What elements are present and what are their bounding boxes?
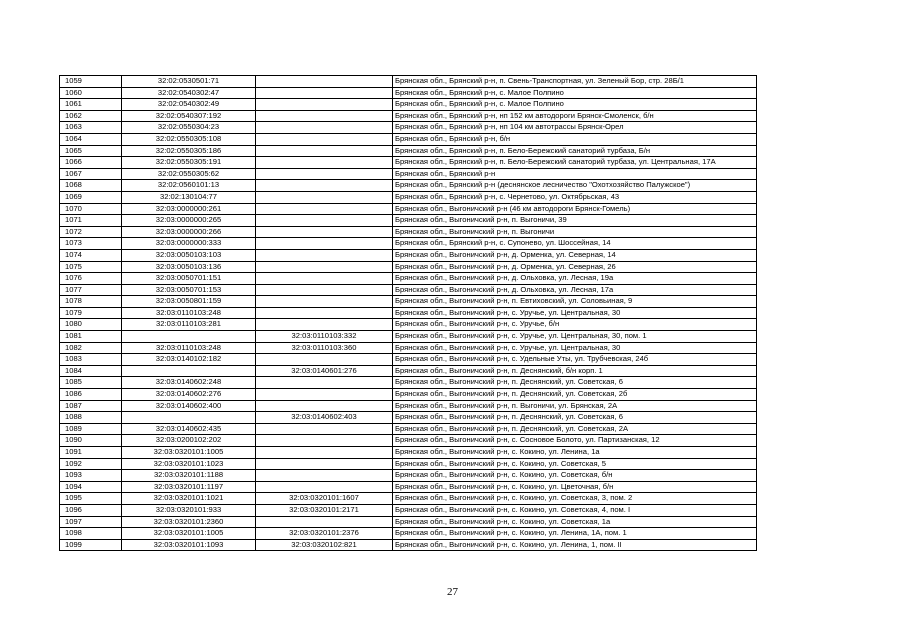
cadastral-number-cell: 32:03:0050701:151 bbox=[122, 273, 256, 285]
address-cell: Брянская обл., Брянский р-н, п. Бело-Бережский санаторий турбаза, ул. Центральная, 17А bbox=[393, 157, 757, 169]
address-cell: Брянская обл., Выгоничский р-н, с. Кокино, ул. Советская, 3, пом. 2 bbox=[393, 493, 757, 505]
address-cell: Брянская обл., Выгоничский р-н, п. Деснянский, ул. Советская, 6 bbox=[393, 377, 757, 389]
table-row bbox=[60, 354, 757, 366]
cadastral-number-cell: 32:03:0320101:1021 bbox=[122, 493, 256, 505]
room-cadastral-number-cell: 32:03:0140602:403 bbox=[256, 412, 393, 424]
cadastral-number-cell: 32:03:0320101:1197 bbox=[122, 481, 256, 493]
row-number-cell: 1078 bbox=[60, 296, 122, 308]
row-number-cell: 1074 bbox=[60, 249, 122, 261]
table-row bbox=[60, 191, 757, 203]
room-cadastral-number-cell bbox=[256, 458, 393, 470]
room-cadastral-number-cell: 32:03:0320101:2171 bbox=[256, 504, 393, 516]
table-row bbox=[60, 99, 757, 111]
address-cell: Брянская обл., Выгоничский р-н, с. Кокино, ул. Советская, 1а bbox=[393, 516, 757, 528]
row-number-cell: 1072 bbox=[60, 226, 122, 238]
table-row bbox=[60, 122, 757, 134]
address-cell: Брянская обл., Брянский р-н, с. Чернетово, ул. Октябрьская, 43 bbox=[393, 191, 757, 203]
table-row bbox=[60, 203, 757, 215]
address-cell: Брянская обл., Выгоничский р-н, с. Уручье, ул. Центральная, 30 bbox=[393, 307, 757, 319]
table-row bbox=[60, 493, 757, 505]
cadastral-number-cell: 32:03:0110103:248 bbox=[122, 342, 256, 354]
cadastral-number-cell: 32:03:0050701:153 bbox=[122, 284, 256, 296]
row-number-cell: 1093 bbox=[60, 470, 122, 482]
table-row bbox=[60, 319, 757, 331]
address-cell: Брянская обл., Брянский р-н (деснянское лесничество "Охотхозяйство Палужское") bbox=[393, 180, 757, 192]
room-cadastral-number-cell bbox=[256, 238, 393, 250]
address-cell: Брянская обл., Выгоничский р-н, п. Деснянский, ул. Советская, 2А bbox=[393, 423, 757, 435]
table-row bbox=[60, 168, 757, 180]
row-number-cell: 1092 bbox=[60, 458, 122, 470]
room-cadastral-number-cell bbox=[256, 377, 393, 389]
table-row bbox=[60, 87, 757, 99]
cadastral-number-cell: 32:02:0550305:62 bbox=[122, 168, 256, 180]
cadastral-number-cell: 32:03:0320101:1005 bbox=[122, 528, 256, 540]
address-cell: Брянская обл., Выгоничский р-н, с. Кокино, ул. Цветочная, б/н bbox=[393, 481, 757, 493]
room-cadastral-number-cell bbox=[256, 203, 393, 215]
row-number-cell: 1061 bbox=[60, 99, 122, 111]
cadastral-number-cell: 32:03:0320101:1188 bbox=[122, 470, 256, 482]
row-number-cell: 1080 bbox=[60, 319, 122, 331]
room-cadastral-number-cell bbox=[256, 87, 393, 99]
row-number-cell: 1091 bbox=[60, 447, 122, 459]
room-cadastral-number-cell: 32:03:0140601:276 bbox=[256, 365, 393, 377]
table-row bbox=[60, 284, 757, 296]
row-number-cell: 1076 bbox=[60, 273, 122, 285]
address-cell: Брянская обл., Выгоничский р-н, п. Деснянский, ул. Советская, 6 bbox=[393, 412, 757, 424]
room-cadastral-number-cell bbox=[256, 157, 393, 169]
address-cell: Брянская обл., Брянский р-н, с. Малое Полпино bbox=[393, 87, 757, 99]
cadastral-number-cell: 32:03:0140602:276 bbox=[122, 389, 256, 401]
room-cadastral-number-cell bbox=[256, 168, 393, 180]
address-cell: Брянская обл., Брянский р-н, с. Супонево, ул. Шоссейная, 14 bbox=[393, 238, 757, 250]
row-number-cell: 1075 bbox=[60, 261, 122, 273]
table-row bbox=[60, 226, 757, 238]
table-row bbox=[60, 435, 757, 447]
cadastral-number-cell: 32:02:0550304:23 bbox=[122, 122, 256, 134]
address-cell: Брянская обл., Выгоничский р-н, с. Кокино, ул. Советская, 4, пом. I bbox=[393, 504, 757, 516]
room-cadastral-number-cell bbox=[256, 447, 393, 459]
table-row bbox=[60, 389, 757, 401]
table-row bbox=[60, 458, 757, 470]
cadastral-number-cell: 32:03:0050801:159 bbox=[122, 296, 256, 308]
address-cell: Брянская обл., Выгоничский р-н, с. Кокино, ул. Ленина, 1, пом. II bbox=[393, 539, 757, 551]
cadastral-number-cell: 32:02:0540302:49 bbox=[122, 99, 256, 111]
table-row bbox=[60, 215, 757, 227]
room-cadastral-number-cell bbox=[256, 435, 393, 447]
cadastral-number-cell: 32:03:0050103:136 bbox=[122, 261, 256, 273]
cadastral-number-cell: 32:03:0000000:265 bbox=[122, 215, 256, 227]
room-cadastral-number-cell bbox=[256, 145, 393, 157]
room-cadastral-number-cell: 32:03:0320101:1607 bbox=[256, 493, 393, 505]
address-cell: Брянская обл., Выгоничский р-н, с. Удельные Уты, ул. Трубчевская, 24б bbox=[393, 354, 757, 366]
table-row bbox=[60, 504, 757, 516]
table-row bbox=[60, 365, 757, 377]
row-number-cell: 1096 bbox=[60, 504, 122, 516]
address-cell: Брянская обл., Выгоничский р-н, с. Уручье, б/н bbox=[393, 319, 757, 331]
address-cell: Брянская обл., Брянский р-н, п. Свень-Транспортная, ул. Зеленый Бор, стр. 28Б/1 bbox=[393, 76, 757, 88]
row-number-cell: 1067 bbox=[60, 168, 122, 180]
table-row bbox=[60, 516, 757, 528]
cadastral-number-cell: 32:02:0560101:13 bbox=[122, 180, 256, 192]
row-number-cell: 1060 bbox=[60, 87, 122, 99]
row-number-cell: 1083 bbox=[60, 354, 122, 366]
row-number-cell: 1082 bbox=[60, 342, 122, 354]
row-number-cell: 1066 bbox=[60, 157, 122, 169]
row-number-cell: 1087 bbox=[60, 400, 122, 412]
address-cell: Брянская обл., Брянский р-н, нп 152 км автодороги Брянск-Смоленск, б/н bbox=[393, 110, 757, 122]
table-row bbox=[60, 249, 757, 261]
room-cadastral-number-cell bbox=[256, 122, 393, 134]
room-cadastral-number-cell bbox=[256, 400, 393, 412]
table-row bbox=[60, 133, 757, 145]
address-cell: Брянская обл., Выгоничский р-н, д. Ольховка, ул. Лесная, 17а bbox=[393, 284, 757, 296]
address-cell: Брянская обл., Выгоничский р-н, с. Сосновое Болото, ул. Партизанская, 12 bbox=[393, 435, 757, 447]
address-cell: Брянская обл., Выгоничский р-н, п. Выгоничи, ул. Брянская, 2А bbox=[393, 400, 757, 412]
row-number-cell: 1081 bbox=[60, 331, 122, 343]
cadastral-number-cell: 32:03:0140102:182 bbox=[122, 354, 256, 366]
cadastral-number-cell: 32:03:0140602:435 bbox=[122, 423, 256, 435]
row-number-cell: 1062 bbox=[60, 110, 122, 122]
address-cell: Брянская обл., Выгоничский р-н, с. Уручье, ул. Центральная, 30, пом. 1 bbox=[393, 331, 757, 343]
room-cadastral-number-cell bbox=[256, 481, 393, 493]
table-row bbox=[60, 273, 757, 285]
row-number-cell: 1069 bbox=[60, 191, 122, 203]
row-number-cell: 1086 bbox=[60, 389, 122, 401]
address-cell: Брянская обл., Выгоничский р-н, п. Евтиховский, ул. Соловьиная, 9 bbox=[393, 296, 757, 308]
table-body bbox=[60, 76, 757, 551]
address-cell: Брянская обл., Брянский р-н, с. Малое Полпино bbox=[393, 99, 757, 111]
cadastral-number-cell: 32:03:0140602:400 bbox=[122, 400, 256, 412]
cadastral-number-cell bbox=[122, 412, 256, 424]
table-row bbox=[60, 180, 757, 192]
room-cadastral-number-cell: 32:03:0110103:332 bbox=[256, 331, 393, 343]
room-cadastral-number-cell bbox=[256, 191, 393, 203]
cadastral-number-cell: 32:03:0320101:933 bbox=[122, 504, 256, 516]
room-cadastral-number-cell bbox=[256, 261, 393, 273]
address-cell: Брянская обл., Брянский р-н, п. Бело-Бережский санаторий турбаза, Б/н bbox=[393, 145, 757, 157]
room-cadastral-number-cell bbox=[256, 319, 393, 331]
cadastral-number-cell: 32:03:0110103:281 bbox=[122, 319, 256, 331]
cadastral-number-cell: 32:02:0550305:108 bbox=[122, 133, 256, 145]
cadastral-number-cell: 32:03:0050103:103 bbox=[122, 249, 256, 261]
table-row bbox=[60, 447, 757, 459]
cadastral-number-cell bbox=[122, 331, 256, 343]
table-row bbox=[60, 307, 757, 319]
address-cell: Брянская обл., Выгоничский р-н, с. Кокино, ул. Советская, 5 bbox=[393, 458, 757, 470]
room-cadastral-number-cell bbox=[256, 470, 393, 482]
cadastral-number-cell: 32:02:0550305:191 bbox=[122, 157, 256, 169]
address-cell: Брянская обл., Выгоничский р-н (46 км автодороги Брянск-Гомель) bbox=[393, 203, 757, 215]
address-cell: Брянская обл., Брянский р-н bbox=[393, 168, 757, 180]
room-cadastral-number-cell bbox=[256, 76, 393, 88]
room-cadastral-number-cell bbox=[256, 354, 393, 366]
table-row bbox=[60, 528, 757, 540]
room-cadastral-number-cell bbox=[256, 296, 393, 308]
cadastral-number-cell: 32:03:0000000:261 bbox=[122, 203, 256, 215]
row-number-cell: 1068 bbox=[60, 180, 122, 192]
room-cadastral-number-cell bbox=[256, 215, 393, 227]
row-number-cell: 1090 bbox=[60, 435, 122, 447]
room-cadastral-number-cell bbox=[256, 423, 393, 435]
address-cell: Брянская обл., Выгоничский р-н, с. Кокино, ул. Ленина, 1А, пом. 1 bbox=[393, 528, 757, 540]
address-cell: Брянская обл., Выгоничский р-н, с. Уручье, ул. Центральная, 30 bbox=[393, 342, 757, 354]
row-number-cell: 1063 bbox=[60, 122, 122, 134]
table-row bbox=[60, 470, 757, 482]
table-row bbox=[60, 76, 757, 88]
row-number-cell: 1097 bbox=[60, 516, 122, 528]
room-cadastral-number-cell: 32:03:0320101:2376 bbox=[256, 528, 393, 540]
address-cell: Брянская обл., Брянский р-н, б/н bbox=[393, 133, 757, 145]
room-cadastral-number-cell bbox=[256, 99, 393, 111]
room-cadastral-number-cell bbox=[256, 516, 393, 528]
page-number: 27 bbox=[447, 586, 458, 598]
room-cadastral-number-cell bbox=[256, 284, 393, 296]
room-cadastral-number-cell: 32:03:0110103:360 bbox=[256, 342, 393, 354]
table-row bbox=[60, 157, 757, 169]
room-cadastral-number-cell bbox=[256, 180, 393, 192]
cadastral-number-cell: 32:02:0540302:47 bbox=[122, 87, 256, 99]
row-number-cell: 1064 bbox=[60, 133, 122, 145]
row-number-cell: 1098 bbox=[60, 528, 122, 540]
room-cadastral-number-cell bbox=[256, 307, 393, 319]
table-row bbox=[60, 145, 757, 157]
table-row bbox=[60, 261, 757, 273]
address-cell: Брянская обл., Брянский р-н, нп 104 км автотрассы Брянск-Орел bbox=[393, 122, 757, 134]
room-cadastral-number-cell bbox=[256, 226, 393, 238]
table-row bbox=[60, 423, 757, 435]
address-cell: Брянская обл., Выгоничский р-н, д. Орменка, ул. Северная, 14 bbox=[393, 249, 757, 261]
address-cell: Брянская обл., Выгоничский р-н, с. Кокино, ул. Ленина, 1а bbox=[393, 447, 757, 459]
row-number-cell: 1088 bbox=[60, 412, 122, 424]
address-cell: Брянская обл., Выгоничский р-н, с. Кокино, ул. Советская, б/н bbox=[393, 470, 757, 482]
row-number-cell: 1077 bbox=[60, 284, 122, 296]
room-cadastral-number-cell bbox=[256, 133, 393, 145]
room-cadastral-number-cell: 32:03:0320102:821 bbox=[256, 539, 393, 551]
room-cadastral-number-cell bbox=[256, 389, 393, 401]
cadastral-number-cell: 32:03:0200102:202 bbox=[122, 435, 256, 447]
cadastral-number-cell: 32:03:0320101:1005 bbox=[122, 447, 256, 459]
row-number-cell: 1065 bbox=[60, 145, 122, 157]
cadastral-number-cell: 32:02:130104:77 bbox=[122, 191, 256, 203]
table-row bbox=[60, 342, 757, 354]
property-table bbox=[59, 75, 757, 551]
row-number-cell: 1059 bbox=[60, 76, 122, 88]
cadastral-number-cell: 32:03:0110103:248 bbox=[122, 307, 256, 319]
address-cell: Брянская обл., Выгоничский р-н, п. Выгоничи, 39 bbox=[393, 215, 757, 227]
row-number-cell: 1094 bbox=[60, 481, 122, 493]
address-cell: Брянская обл., Выгоничский р-н, д. Ольховка, ул. Лесная, 19а bbox=[393, 273, 757, 285]
row-number-cell: 1071 bbox=[60, 215, 122, 227]
table-row bbox=[60, 296, 757, 308]
row-number-cell: 1073 bbox=[60, 238, 122, 250]
cadastral-number-cell: 32:03:0140602:248 bbox=[122, 377, 256, 389]
address-cell: Брянская обл., Выгоничский р-н, п. Выгоничи bbox=[393, 226, 757, 238]
row-number-cell: 1089 bbox=[60, 423, 122, 435]
row-number-cell: 1070 bbox=[60, 203, 122, 215]
cadastral-number-cell: 32:03:0000000:333 bbox=[122, 238, 256, 250]
cadastral-number-cell: 32:02:0540307:192 bbox=[122, 110, 256, 122]
row-number-cell: 1085 bbox=[60, 377, 122, 389]
address-cell: Брянская обл., Выгоничский р-н, п. Деснянский, ул. Советская, 2б bbox=[393, 389, 757, 401]
cadastral-number-cell bbox=[122, 365, 256, 377]
row-number-cell: 1099 bbox=[60, 539, 122, 551]
cadastral-number-cell: 32:03:0320101:2360 bbox=[122, 516, 256, 528]
room-cadastral-number-cell bbox=[256, 273, 393, 285]
address-cell: Брянская обл., Выгоничский р-н, д. Орменка, ул. Северная, 26 bbox=[393, 261, 757, 273]
cadastral-number-cell: 32:02:0550305:186 bbox=[122, 145, 256, 157]
row-number-cell: 1095 bbox=[60, 493, 122, 505]
table-row bbox=[60, 481, 757, 493]
table-row bbox=[60, 238, 757, 250]
address-cell: Брянская обл., Выгоничский р-н, п. Деснянский, б/н корп. 1 bbox=[393, 365, 757, 377]
table-row bbox=[60, 400, 757, 412]
table-row bbox=[60, 377, 757, 389]
cadastral-number-cell: 32:03:0000000:266 bbox=[122, 226, 256, 238]
cadastral-number-cell: 32:02:0530501:71 bbox=[122, 76, 256, 88]
room-cadastral-number-cell bbox=[256, 249, 393, 261]
row-number-cell: 1084 bbox=[60, 365, 122, 377]
table-row bbox=[60, 331, 757, 343]
table-row bbox=[60, 110, 757, 122]
row-number-cell: 1079 bbox=[60, 307, 122, 319]
cadastral-number-cell: 32:03:0320101:1023 bbox=[122, 458, 256, 470]
table-row bbox=[60, 412, 757, 424]
cadastral-number-cell: 32:03:0320101:1093 bbox=[122, 539, 256, 551]
table-row bbox=[60, 539, 757, 551]
room-cadastral-number-cell bbox=[256, 110, 393, 122]
